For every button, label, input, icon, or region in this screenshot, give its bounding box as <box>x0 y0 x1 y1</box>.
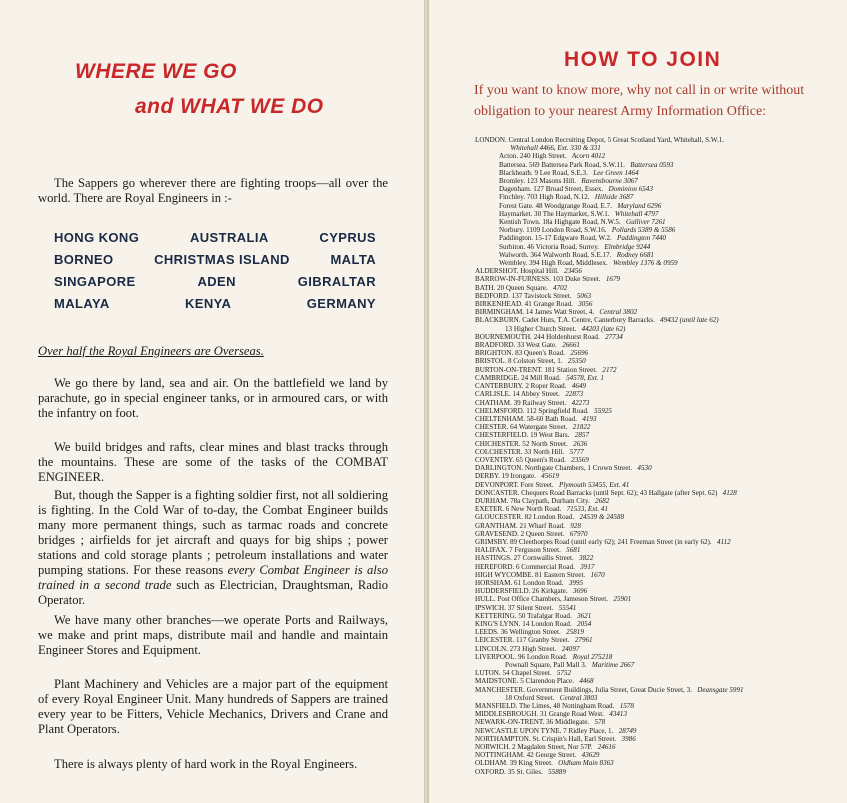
office-phone: 71533, Ext. 41 <box>566 505 608 514</box>
office-address: LONDON. Central London Recruiting Depot, 5 Great Scotland Yard, Whitehall, S.W.1. <box>475 136 725 144</box>
country-row <box>54 230 376 252</box>
office-address: BOURNEMOUTH. 244 Holdenhurst Road. <box>475 332 600 341</box>
office-address: DURHAM. 78a Claypath, Durham City. <box>475 496 590 505</box>
office-phone: Oldham Main 8363 <box>558 759 614 768</box>
office-phone: 5777 <box>569 447 584 456</box>
office-address: HUDDERSFIELD. 26 Kirkgate. <box>475 587 568 596</box>
office-address: CHELMSFORD. 112 Springfield Road. <box>475 406 589 415</box>
office-address: CAMBRIDGE. 24 Mill Road. <box>475 373 561 382</box>
intro-paragraph: The Sappers go wherever there are fighting troops—all over the world. There are Royal Engineers in :- <box>38 176 388 205</box>
office-entry <box>475 325 845 333</box>
office-entry <box>475 440 845 448</box>
office-phone: Dominion 6543 <box>608 185 653 194</box>
office-entry <box>475 185 845 193</box>
office-address: DERBY. 19 Irongate. <box>475 472 536 481</box>
office-entry <box>475 489 845 497</box>
office-phone: Royal 275218 <box>572 652 613 661</box>
office-phone: 4530 <box>637 464 652 473</box>
country-name: SINGAPORE <box>54 274 136 289</box>
office-entry <box>475 686 845 694</box>
office-address: HULL. Post Office Chambers, Jameson Street. <box>475 595 609 604</box>
office-phone: Whitehall 4466, Ext. 330 & 331 <box>510 144 601 153</box>
office-address: Forest Gate. 48 Woodgrange Road, E.7. <box>499 201 612 210</box>
office-phone: 55541 <box>558 603 577 612</box>
office-phone: 23569 <box>571 455 589 464</box>
office-phone: 3995 <box>568 578 583 587</box>
country-row <box>54 296 376 318</box>
office-address: BIRKENHEAD. 41 Grange Road. <box>475 300 573 309</box>
cold-war-text: But, though the Sapper is a fighting soldier first, not all soldiering is fighting. In the Cold War of to-day, the Combat Engineer builds many more permanent things, such as tarmac roads and concrete bridges ; airfields for jet aircraft and quays for big ships ; power stations and cold storage plants ; petroleum installations and water pumping stations. For these reasons <box>38 488 388 577</box>
office-entry <box>475 743 845 751</box>
office-entry <box>475 538 845 546</box>
tasks-paragraph: We build bridges and rafts, clear mines and blast tracks through the mountains. These are some of the tasks of the COMBAT ENGINEER. <box>38 440 388 484</box>
office-directory <box>475 136 845 776</box>
office-entry <box>475 275 845 283</box>
office-phone: 42273 <box>571 398 590 407</box>
office-entry <box>475 284 845 292</box>
country-name: GIBRALTAR <box>297 274 376 289</box>
office-phone: 2172 <box>602 365 617 374</box>
office-phone: 3696 <box>572 587 588 596</box>
office-address: NEWCASTLE UPON TYNE. 7 Ridley Place, 1. <box>475 726 614 735</box>
country-name: HONG KONG <box>54 230 140 245</box>
office-address: Norbury. 1109 London Road, S.W.16. <box>499 226 607 235</box>
office-entry <box>475 152 845 160</box>
office-entry <box>475 226 845 234</box>
office-entry <box>475 423 845 431</box>
office-entry <box>475 202 845 210</box>
office-address: CHICHESTER. 52 North Street. <box>475 439 568 448</box>
office-address: Finchley. 703 High Road, N.12. <box>499 193 590 202</box>
office-address: CHESTERFIELD. 19 West Bars. <box>475 431 570 440</box>
office-address: BRISTOL. 8 Colston Street, 1. <box>475 357 563 366</box>
office-phone: 27734 <box>605 332 623 341</box>
office-entry <box>475 415 845 423</box>
office-address: Pownall Square, Pall Mall 3. <box>505 661 587 669</box>
office-address: HASTINGS. 27 Cornwallis Street. <box>475 554 574 563</box>
office-address: HIGH WYCOMBE. 81 Eastern Street. <box>475 570 586 579</box>
transport-paragraph: We go there by land, sea and air. On the battlefield we land by parachute, go in special engineer tanks, or in armoured cars, or with the infantry on foot. <box>38 376 388 420</box>
office-phone: Maryland 6296 <box>617 201 662 210</box>
office-address: Surbiton. 46 Victoria Road, Surrey. <box>499 242 600 251</box>
office-phone: 24539 & 24588 <box>579 513 624 522</box>
second-trade-emphasis: every Combat Engineer is also trained in a second trade <box>38 563 389 592</box>
what-we-do-heading: and WHAT WE DO <box>135 95 324 118</box>
office-entry <box>475 718 845 726</box>
country-name: KENYA <box>185 296 232 311</box>
office-address: Walworth. 364 Walworth Road, S.E.17. <box>499 250 612 259</box>
office-address: BIRMINGHAM. 14 James Watt Street, 4. <box>475 308 595 317</box>
office-address: GRAVESEND. 2 Queen Street. <box>475 529 565 538</box>
office-address: 18 Oxford Street. <box>505 693 555 702</box>
office-address: BRIGHTON. 83 Queen's Road. <box>475 349 566 358</box>
office-address: COVENTRY. 65 Queen's Road. <box>475 455 566 464</box>
office-address: LINCOLN. 273 High Street. <box>475 644 557 653</box>
office-entry <box>475 308 845 316</box>
country-name: GERMANY <box>306 296 376 311</box>
office-entry <box>475 628 845 636</box>
office-phone: 22873 <box>565 390 583 399</box>
office-phone: 43413 <box>609 710 628 719</box>
office-entry <box>475 751 845 759</box>
overseas-note: Over half the Royal Engineers are Overseas. <box>38 344 264 358</box>
office-phone: 3621 <box>577 611 592 620</box>
office-entry <box>475 210 845 218</box>
office-entry <box>475 177 845 185</box>
office-address: LEEDS. 36 Wellington Street. <box>475 628 561 637</box>
office-phone: 4193 <box>582 414 597 423</box>
office-phone: 25901 <box>613 595 632 604</box>
country-name: BORNEO <box>54 252 114 267</box>
office-entry <box>475 193 845 201</box>
office-entry <box>475 357 845 365</box>
office-phone: 28749 <box>618 726 637 735</box>
office-phone: 4468 <box>579 677 594 686</box>
where-we-go-heading: WHERE WE GO <box>75 60 237 83</box>
office-phone: 4649 <box>571 382 587 391</box>
office-phone: 4702 <box>553 283 568 292</box>
country-name: ADEN <box>197 274 236 289</box>
office-address: OXFORD. 35 St. Giles. <box>475 767 543 776</box>
office-entry <box>475 554 845 562</box>
office-address: MIDDLESBROUGH. 31 Grange Road West. <box>475 710 604 719</box>
office-entry <box>475 636 845 644</box>
office-address: CANTERBURY. 2 Roper Road. <box>475 382 567 391</box>
office-entry <box>475 481 845 489</box>
office-entry <box>475 382 845 390</box>
office-entry <box>475 727 845 735</box>
office-entry <box>475 595 845 603</box>
office-entry <box>475 456 845 464</box>
office-entry <box>475 587 845 595</box>
office-address: Paddington. 15-17 Edgware Road, W.2. <box>499 234 612 243</box>
office-phone: Elmbridge 9244 <box>604 242 651 251</box>
office-entry <box>475 653 845 661</box>
office-phone: 1578 <box>619 702 634 711</box>
country-name: MALAYA <box>54 296 110 311</box>
office-phone: 4128 <box>722 488 737 497</box>
office-entry <box>475 136 845 144</box>
office-address: BURTON-ON-TRENT. 181 Station Street. <box>475 365 598 374</box>
office-entry <box>475 366 845 374</box>
office-phone: Rodney 6681 <box>616 250 654 259</box>
office-phone: 44203 (late 62) <box>581 324 626 333</box>
office-phone: Central 3802 <box>599 308 638 317</box>
office-phone: Ravensbourne 3067 <box>581 177 638 186</box>
office-phone: 24616 <box>597 743 616 752</box>
office-address: Wembley. 394 High Road, Middlesex. <box>499 259 608 268</box>
office-entry <box>475 349 845 357</box>
office-address: MAIDSTONE. 5 Clarendon Place. <box>475 677 574 686</box>
office-entry <box>475 267 845 275</box>
office-phone: 54578, Ext. 1 <box>566 373 604 382</box>
office-address: DEVONPORT. Fore Street. <box>475 480 554 489</box>
office-address: LEICESTER. 117 Granby Street. <box>475 636 570 645</box>
office-entry <box>475 604 845 612</box>
country-name: CYPRUS <box>319 230 376 245</box>
office-entry <box>475 218 845 226</box>
office-phone: 5752 <box>556 669 572 678</box>
office-phone: Battersea 0593 <box>630 160 674 169</box>
office-address: NORWICH. 2 Magdalen Street, Nor 57P. <box>475 743 593 752</box>
office-address: LUTON. 54 Chapel Street. <box>475 669 552 678</box>
office-entry <box>475 399 845 407</box>
office-phone: Wembley 1376 & 0959 <box>613 259 678 268</box>
office-entry <box>475 669 845 677</box>
office-entry <box>475 505 845 513</box>
office-address: HALIFAX. 7 Ferguson Street. <box>475 546 561 555</box>
office-phone: Paddington 7440 <box>617 234 667 243</box>
office-entry <box>475 768 845 776</box>
office-address: DARLINGTON. Northgate Chambers, 1 Crown Street. <box>475 464 633 473</box>
office-entry <box>475 677 845 685</box>
office-address: COLCHESTER. 33 North Hill. <box>475 447 565 456</box>
office-phone: Deansgate 5991 <box>697 685 744 694</box>
office-entry <box>475 710 845 718</box>
office-address: NOTTINGHAM. 42 George Street. <box>475 751 577 760</box>
office-entry <box>475 530 845 538</box>
office-address: MANSFIELD. The Limes, 48 Nottingham Road. <box>475 702 615 711</box>
office-address: BEDFORD. 137 Tavistock Street. <box>475 291 572 300</box>
office-phone: Whitehall 4797 <box>614 209 659 218</box>
office-address: 13 Higher Church Street. <box>505 324 577 333</box>
country-name: MALTA <box>330 252 376 267</box>
office-entry <box>475 243 845 251</box>
office-phone: 1670 <box>590 570 605 579</box>
office-entry <box>475 169 845 177</box>
office-address: ALDERSHOT. Hospital Hill. <box>475 267 559 276</box>
office-address: LIVERPOOL. 96 London Road. <box>475 652 568 661</box>
office-phone: 928 <box>570 521 581 530</box>
cold-war-paragraph <box>38 488 388 608</box>
office-address: CARLISLE. 14 Abbey Street. <box>475 390 560 399</box>
office-address: Dagenham. 127 Broad Street, Essex. <box>499 185 604 194</box>
office-phone: 25819 <box>566 628 584 637</box>
office-phone: 49432 (until late 62) <box>660 316 719 325</box>
office-entry <box>475 497 845 505</box>
office-address: GRANTHAM. 21 Wharf Road. <box>475 521 565 530</box>
office-address: CHESTER. 64 Watergate Street. <box>475 423 568 432</box>
office-entry <box>475 431 845 439</box>
country-row <box>54 252 376 274</box>
office-phone: 2636 <box>573 439 588 448</box>
office-entry <box>475 612 845 620</box>
country-row <box>54 274 376 296</box>
office-entry <box>475 161 845 169</box>
office-phone: 45619 <box>541 472 560 481</box>
office-address: Battersea. 569 Battersea Park Road, S.W.11. <box>499 160 625 169</box>
office-entry <box>475 759 845 767</box>
office-address: Acton. 240 High Street. <box>499 152 567 161</box>
office-address: BLACKBURN. Cadet Huts, T.A. Centre, Canterbury Barracks. <box>475 316 655 325</box>
office-phone: 24097 <box>561 644 580 653</box>
office-phone: 4112 <box>717 537 731 546</box>
office-phone: 1679 <box>605 275 621 284</box>
cold-war-text-end: such as Electrician, Draughtsman, Radio Operator. <box>38 578 388 607</box>
office-phone: 3986 <box>621 734 636 743</box>
office-entry <box>475 251 845 259</box>
hard-work-paragraph: There is always plenty of hard work in the Royal Engineers. <box>54 757 358 771</box>
office-phone: 21822 <box>572 423 591 432</box>
office-phone: 55889 <box>548 767 566 776</box>
office-address: KETTERING. 50 Trafalgar Road. <box>475 611 572 620</box>
office-address: BATH. 20 Queen Square. <box>475 283 548 292</box>
office-entry <box>475 300 845 308</box>
office-phone: 55925 <box>594 406 612 415</box>
office-entry <box>475 472 845 480</box>
office-phone: 3917 <box>580 562 595 571</box>
office-address: Bromley. 123 Masons Hill. <box>499 177 576 186</box>
office-entry <box>475 341 845 349</box>
office-entry <box>475 292 845 300</box>
how-to-join-heading: HOW TO JOIN <box>564 48 722 72</box>
country-name: AUSTRALIA <box>189 230 269 245</box>
office-address: OLDHAM. 39 King Street. <box>475 759 553 768</box>
office-phone: Pollards 5389 & 5586 <box>611 226 676 235</box>
office-phone: 2682 <box>595 496 610 505</box>
office-entry <box>475 522 845 530</box>
office-phone: 3822 <box>579 554 594 563</box>
office-entry <box>475 620 845 628</box>
office-entry <box>475 259 845 267</box>
office-entry <box>475 144 845 152</box>
office-entry <box>475 563 845 571</box>
office-entry <box>475 579 845 587</box>
office-phone: Hillside 3687 <box>594 193 634 202</box>
office-entry <box>475 645 845 653</box>
country-list <box>54 230 376 318</box>
office-entry <box>475 694 845 702</box>
right-page <box>428 0 847 803</box>
office-entry <box>475 234 845 242</box>
office-entry <box>475 546 845 554</box>
office-address: Kentish Town. 18a Highgate Road, N.W.5. <box>499 218 621 227</box>
office-address: BARROW-IN-FURNESS. 103 Duke Street. <box>475 275 601 284</box>
office-entry <box>475 448 845 456</box>
office-address: HORSHAM. 61 London Road. <box>475 578 564 587</box>
office-address: CHELTENHAM. 58-60 Bath Road. <box>475 414 577 423</box>
office-entry <box>475 735 845 743</box>
office-address: EXETER. 6 New North Road. <box>475 505 562 514</box>
office-entry <box>475 407 845 415</box>
office-phone: 2857 <box>574 431 589 440</box>
office-entry <box>475 571 845 579</box>
office-phone: 578 <box>594 718 606 727</box>
office-phone: 23456 <box>564 267 582 276</box>
plant-paragraph: Plant Machinery and Vehicles are a major part of the equipment of every Royal Engineer Unit. Many hundreds of Sappers are trained every year to be Fitters, Vehicle Mechanics, Drivers and Crane and Plant Operators. <box>38 677 388 736</box>
office-entry <box>475 374 845 382</box>
office-address: Blackheath. 9 Lee Road, S.E.3. <box>499 168 588 177</box>
office-phone: 3056 <box>578 300 593 309</box>
office-address: IPSWICH. 37 Silent Street. <box>475 603 554 612</box>
office-phone: 25696 <box>570 349 589 358</box>
office-phone: 26661 <box>562 341 580 350</box>
country-name: CHRISTMAS ISLAND <box>154 252 290 267</box>
office-entry <box>475 464 845 472</box>
office-entry <box>475 316 845 324</box>
office-phone: 5063 <box>576 291 592 300</box>
join-intro: If you want to know more, why not call in or write without obligation to your nearest Army Information Office: <box>474 83 805 119</box>
office-address: KING'S LYNN. 14 London Road. <box>475 619 572 628</box>
office-address: HEREFORD. 6 Commercial Road. <box>475 562 575 571</box>
office-phone: Central 3803 <box>559 693 598 702</box>
office-address: Haymarket. 30 The Haymarket, S.W.1. <box>499 209 610 218</box>
office-address: BRADFORD. 33 West Gate. <box>475 341 557 350</box>
office-phone: 27961 <box>574 636 593 645</box>
office-phone: Maritime 2667 <box>591 661 635 669</box>
office-address: GLOUCESTER. 82 London Road. <box>475 513 575 522</box>
office-phone: 43629 <box>581 751 600 760</box>
office-entry <box>475 333 845 341</box>
office-phone: Gulliver 7261 <box>626 218 666 227</box>
office-phone: 67970 <box>569 529 588 538</box>
office-address: DONCASTER. Chequers Road Barracks (until Sept. 62); 43 Hallgate (after Sept. 62) <box>475 488 718 497</box>
office-address: NEWARK-ON-TRENT. 36 Middlegate. <box>475 718 590 727</box>
office-address: GRIMSBY. 89 Cleethorpes Road (until early 62); 241 Freeman Street (in early 62). <box>475 537 712 546</box>
office-address: MANCHESTER. Government Buildings, Julia Street, Great Ducie Street, 3. <box>475 685 692 694</box>
office-entry <box>475 513 845 521</box>
office-phone: 5681 <box>566 546 581 555</box>
office-phone: Lee Green 1464 <box>593 168 639 177</box>
office-entry <box>475 390 845 398</box>
office-phone: Acorn 4012 <box>571 152 606 161</box>
branches-paragraph: We have many other branches—we operate Ports and Railways, we make and print maps, distribute mail and handle and maintain Engineer Stores and Equipment. <box>38 613 388 657</box>
office-phone: 25350 <box>567 357 586 366</box>
office-address: CHATHAM. 39 Railway Street. <box>475 398 567 407</box>
office-phone: Plymouth 53455, Ext. 41 <box>558 480 630 489</box>
office-address: NORTHAMPTON. St. Crispin's Hall, Earl Street. <box>475 734 617 743</box>
office-entry <box>475 661 845 669</box>
office-entry <box>475 702 845 710</box>
office-phone: 2054 <box>577 619 592 628</box>
